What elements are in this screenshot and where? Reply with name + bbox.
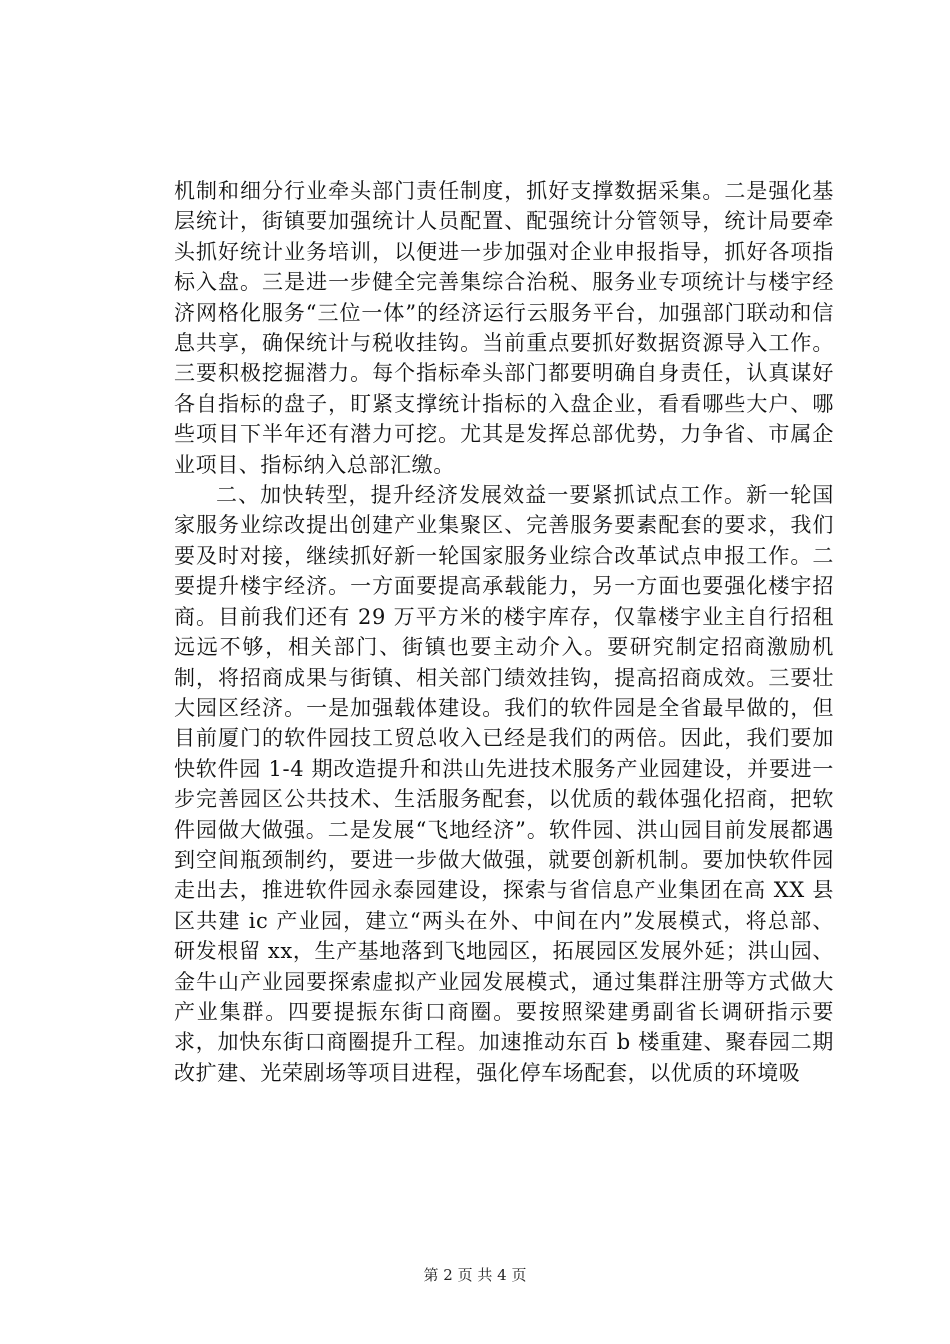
paragraph-2: 二、加快转型，提升经济发展效益一要紧抓试点工作。新一轮国家服务业综改提出创建产业集聚区、完善服务要素配套的要求，我们要及时对接，继续抓好新一轮国家服务业综合改革试点申报工作。二要提升楼宇经济。一方面要提高承载能力，另一方面也要强化楼宇招商。目前我们还有 29 万平方米的楼宇库存，仅靠楼宇业主自行招租远远不够，相关部门、街镇也要主动介入。要研究制定招商激励机制，将招商成果与街镇、相关部门绩效挂钩，提高招商成效。三要壮大园区经济。一是加强载体建设。我们的软件园是全省最早做的，但目前厦门的软件园技工贸总收入已经是我们的两倍。因此，我们要加快软件园 1-4 期改造提升和洪山先进技术服务产业园建设，并要进一步完善园区公共技术、生活服务配套，以优质的载体强化招商，把软件园做大做强。二是发展“飞地经济”。软件园、洪山园目前发展都遇到空间瓶颈制约，要进一步做大做强，就要创新机制。要加快软件园走出去，推进软件园永泰园建设，探索与省信息产业集团在高 XX 县区共建 ic 产业园，建立“两头在外、中间在内”发展模式，将总部、研发根留 xx，生产基地落到飞地园区，拓展园区发展外延；洪山园、金牛山产业园要探索虚拟产业园发展模式，通过集群注册等方式做大产业集群。四要提振东街口商圈。要按照梁建勇副省长调研指示要求，加快东街口商圈提升工程。加速推动东百 b 楼重建、聚春园二期改扩建、光荣剧场等项目进程，强化停车场配套，以优质的环境吸 bbox=[174, 483, 834, 1085]
document-body bbox=[174, 176, 834, 1088]
page-footer: 第 2 页 共 4 页 bbox=[423, 1266, 527, 1284]
paragraph-1: 机制和细分行业牵头部门责任制度，抓好支撑数据采集。二是强化基层统计，街镇要加强统计人员配置、配强统计分管领导，统计局要牵头抓好统计业务培训，以便进一步加强对企业申报指导，抓好各项指标入盘。三是进一步健全完善集综合治税、服务业专项统计与楼宇经济网格化服务“三位一体”的经济运行云服务平台，加强部门联动和信息共享，确保统计与税收挂钩。当前重点要抓好数据资源导入工作。三要积极挖掘潜力。每个指标牵头部门都要明确自身责任，认真谋好各自指标的盘子，盯紧支撑统计指标的入盘企业，看看哪些大户、哪些项目下半年还有潜力可挖。尤其是发挥总部优势，力争省、市属企业项目、指标纳入总部汇缴。 bbox=[174, 179, 834, 477]
